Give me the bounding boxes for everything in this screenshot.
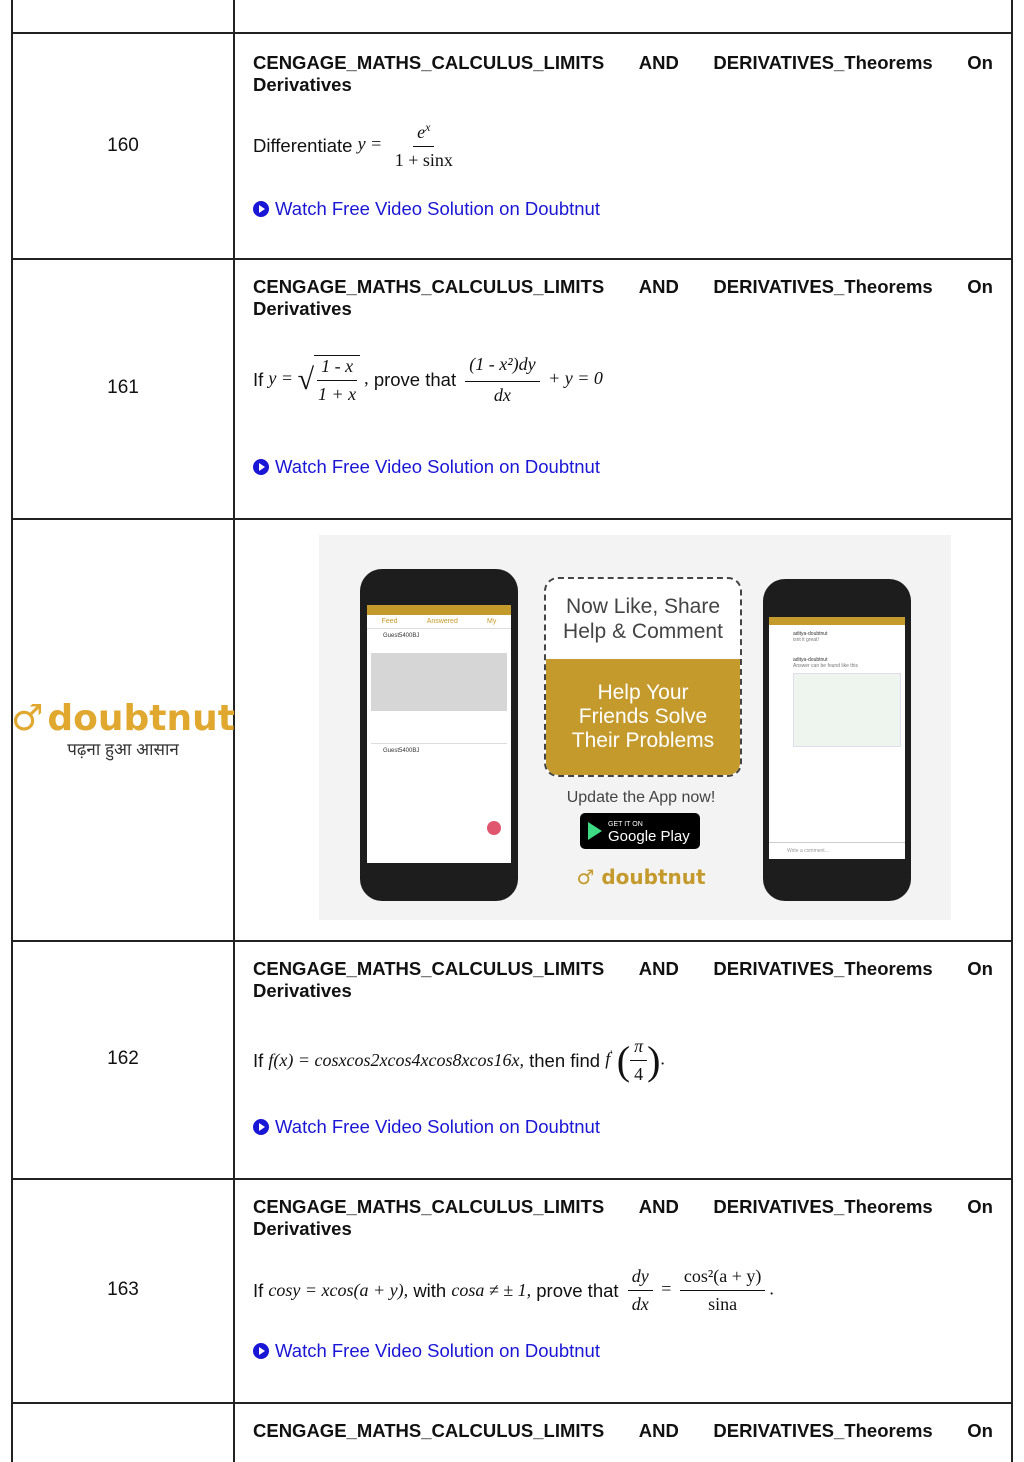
question-prefix: If [253, 1279, 264, 1301]
logo-icon: ♂ [11, 698, 44, 739]
math-expression: y = √ $\frac{1 - x}{1 + x}$ , [268, 356, 369, 404]
question-number: 160 [13, 34, 235, 258]
frac-den: 4 [634, 1064, 644, 1084]
gplay-big: Google Play [608, 828, 690, 845]
question-prefix: If [253, 1049, 264, 1071]
frac-num-2: cos²(a + y) [680, 1266, 766, 1291]
fraction [391, 120, 457, 171]
feed-user: Guest5400BJ [383, 633, 420, 639]
math-expression-2: $\frac{dy}{dx}$ = $\frac{\text{cos²(a + y)}}{\sin a}$ . [624, 1266, 774, 1315]
question-mid: prove that [536, 1279, 619, 1301]
heading-part: On [967, 276, 993, 297]
number-cell [13, 1402, 235, 1462]
update-text: Update the App now! [566, 789, 716, 806]
table-row-partial-bottom [11, 1402, 1013, 1462]
doubtnut-logo [11, 698, 235, 739]
question-text [253, 354, 603, 406]
frac-den: 1 + sinx [394, 150, 453, 170]
comment-image [793, 673, 901, 747]
math-expression [358, 120, 461, 171]
math-lhs: y = [268, 368, 294, 389]
heading-part: AND [638, 52, 679, 73]
heading-part: DERIVATIVES_Theorems [713, 52, 933, 73]
frac-den: 1 + x [318, 384, 357, 404]
table-row-161 [11, 258, 1013, 520]
heading-part: Derivatives [253, 74, 352, 95]
sqrt-sign: √ [297, 363, 315, 396]
google-play-button[interactable] [580, 813, 700, 849]
frac-num: (1 - x²)dy [465, 354, 539, 382]
watch-label: Watch Free Video Solution on Doubtnut [275, 1340, 600, 1361]
question-mid-1: with [413, 1279, 447, 1301]
heading-part: On [967, 1196, 993, 1217]
heading-part: CENGAGE_MATHS_CALCULUS_LIMITS [253, 52, 605, 73]
table-row-163 [11, 1178, 1013, 1404]
frac-num: π [630, 1036, 647, 1061]
promo-line: Now Like, Share [565, 595, 721, 618]
play-store-icon [588, 822, 602, 840]
heading-part: Derivatives [253, 980, 352, 1001]
promo-box [544, 577, 742, 777]
heading-part: DERIVATIVES_Theorems [713, 1420, 933, 1441]
question-text [253, 120, 461, 171]
heading-part: AND [638, 958, 679, 979]
math-expression: f(x) = cosxcos2xcos4xcos8xcos16x, [268, 1050, 524, 1070]
heading-part: CENGAGE_MATHS_CALCULUS_LIMITS [253, 958, 605, 979]
number-cell [13, 0, 235, 32]
play-icon [253, 1119, 269, 1135]
ad-content-cell [235, 518, 1011, 940]
heading-part: Derivatives [253, 1218, 352, 1239]
question-heading [253, 52, 993, 96]
tab-answered: Answered [426, 618, 458, 625]
watch-video-link[interactable] [253, 456, 600, 478]
comment-user-2: aditya-doubtnut [793, 657, 828, 663]
frac-sup: x [425, 120, 431, 134]
heading-part: AND [638, 1420, 679, 1441]
tab-my: My [487, 618, 497, 625]
frac-num: e [417, 122, 426, 142]
logo-cell [13, 518, 235, 940]
frac-den: dx [493, 385, 511, 405]
question-prefix: If [253, 369, 264, 390]
promo-line: Their Problems [571, 729, 715, 752]
heading-part: CENGAGE_MATHS_CALCULUS_LIMITS [253, 276, 605, 297]
feed-question-image [371, 653, 507, 711]
content-cell [235, 940, 1011, 1178]
play-icon [253, 1343, 269, 1359]
math-expression-2 [461, 354, 603, 406]
content-cell [235, 1402, 1011, 1462]
phone-mockup-left [360, 569, 518, 901]
frac-den: dx [631, 1294, 649, 1314]
heading-part: DERIVATIVES_Theorems [713, 1196, 933, 1217]
math-mid: cosa ≠ ± 1, [451, 1280, 532, 1300]
math-eq: = [661, 1278, 672, 1299]
content-cell [235, 258, 1011, 518]
tab-feed: Feed [381, 618, 398, 625]
gplay-small: GET IT ON [608, 821, 643, 828]
watch-video-link[interactable] [253, 1116, 600, 1138]
comment-msg: isnt it great! [793, 637, 819, 643]
frac-den-2: sina [708, 1294, 738, 1314]
heading-part: AND [638, 276, 679, 297]
content-cell [235, 34, 1011, 258]
question-text [253, 1266, 774, 1315]
promo-line: Help Your [597, 681, 689, 704]
question-number: 162 [13, 940, 235, 1178]
table-row-160 [11, 32, 1013, 260]
logo-icon: ♂ [576, 865, 595, 889]
logo-tagline: पढ़ना हुआ आसान [67, 740, 179, 759]
heading-part: DERIVATIVES_Theorems [713, 958, 933, 979]
phone-mockup-right [763, 579, 911, 901]
fraction-2 [680, 1266, 766, 1315]
fraction [630, 1036, 647, 1085]
math-prime: ' [610, 1048, 613, 1061]
heading-part: On [967, 958, 993, 979]
fab-icon [487, 821, 501, 835]
question-number: 163 [13, 1178, 235, 1402]
math-tail: + y = 0 [548, 368, 603, 389]
play-icon [253, 459, 269, 475]
question-mid: prove that [373, 369, 457, 390]
question-mid: then find [529, 1049, 601, 1071]
question-text [253, 1036, 665, 1085]
ad-row [11, 518, 1013, 942]
question-prefix: Differentiate [253, 134, 353, 156]
math-f: f [605, 1048, 611, 1069]
math-expression: cosy = xcos(a + y), [268, 1280, 409, 1300]
promo-line: Help & Comment [563, 620, 723, 643]
frac-num: dy [628, 1266, 653, 1291]
content-cell [235, 0, 1011, 32]
heading-part: AND [638, 1196, 679, 1217]
question-heading [253, 958, 993, 1002]
comment-msg-2: Answer can be found like this [793, 663, 859, 669]
promo-line: Friends Solve [578, 705, 708, 728]
app-promo-banner[interactable] [319, 535, 951, 920]
fraction [314, 355, 360, 405]
watch-label: Watch Free Video Solution on Doubtnut [275, 198, 600, 219]
comment-input: Write a comment... [769, 842, 905, 859]
comment-user: aditya-doubtnut [793, 631, 828, 637]
math-lhs: y = [357, 133, 383, 154]
math-expression-2: f' ( $\frac{\pi}{4}$ ). [605, 1036, 665, 1084]
question-number: 161 [13, 258, 235, 518]
play-icon [253, 201, 269, 217]
table-row-partial-top [11, 0, 1013, 34]
brand-logo-small [544, 865, 738, 889]
question-heading [253, 276, 993, 320]
heading-part: CENGAGE_MATHS_CALCULUS_LIMITS [253, 1420, 605, 1441]
watch-video-link[interactable] [253, 1340, 600, 1362]
watch-label: Watch Free Video Solution on Doubtnut [275, 1116, 600, 1137]
fraction [628, 1266, 653, 1315]
heading-part: Derivatives [253, 298, 352, 319]
heading-part: CENGAGE_MATHS_CALCULUS_LIMITS [253, 1196, 605, 1217]
heading-part: On [967, 1420, 993, 1441]
heading-part: DERIVATIVES_Theorems [713, 276, 933, 297]
heading-part: On [967, 52, 993, 73]
watch-label: Watch Free Video Solution on Doubtnut [275, 456, 600, 477]
brand-text: doubtnut [601, 865, 706, 889]
logo-text: doubtnut [47, 698, 235, 739]
fraction [465, 354, 539, 406]
table-row-162 [11, 940, 1013, 1180]
question-heading [253, 1420, 993, 1442]
content-cell [235, 1178, 1011, 1402]
watch-video-link[interactable] [253, 198, 600, 220]
feed-user-2: Guest5400BJ [371, 743, 507, 812]
question-heading [253, 1196, 993, 1240]
frac-num: 1 - x [317, 356, 357, 381]
